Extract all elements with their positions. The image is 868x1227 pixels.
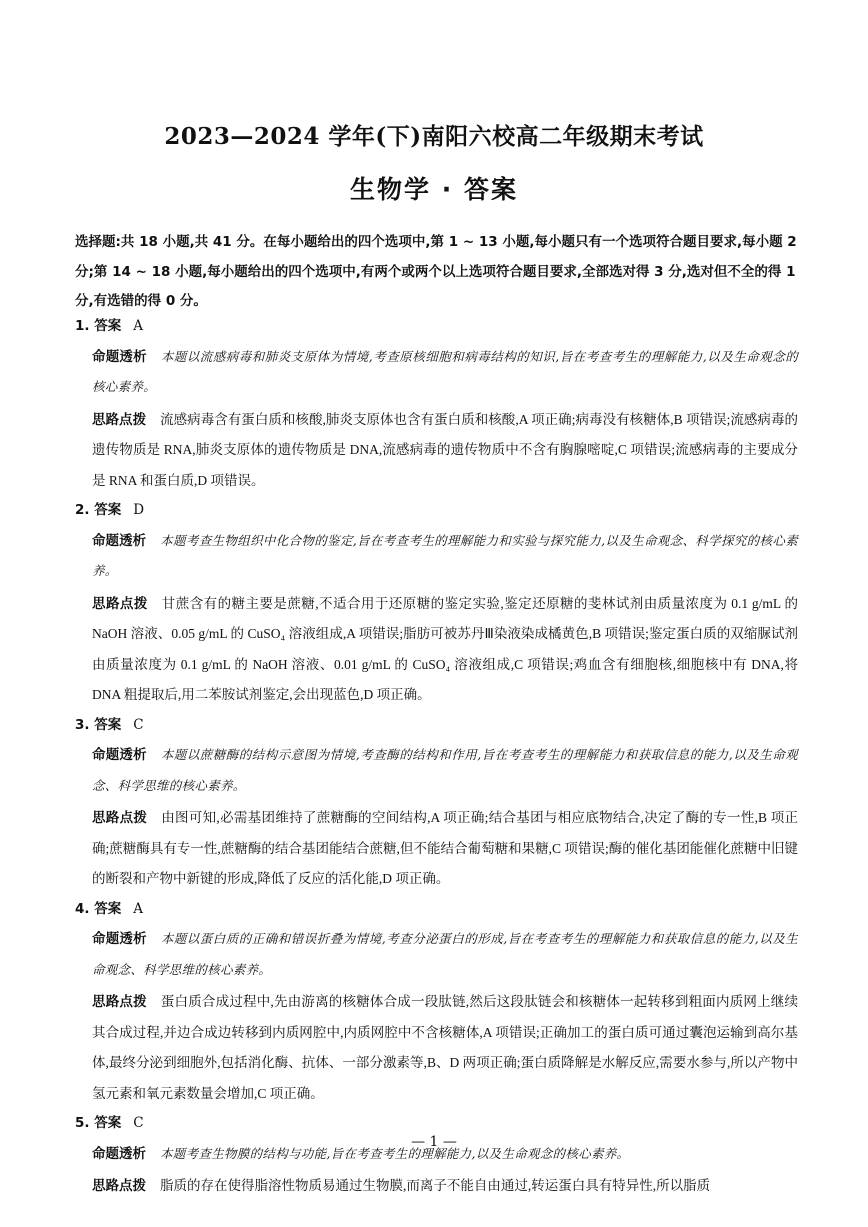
question-3 (75, 711, 798, 895)
answer-value: D (133, 502, 145, 518)
detail-paragraph (75, 405, 798, 497)
detail-text: 流感病毒含有蛋白质和核酸,肺炎支原体也含有蛋白质和核酸,A 项正确;病毒没有核糖体,B 项错误;流感病毒的遗传物质是 RNA,肺炎支原体的遗传物质是 DNA,流感病毒的遗传物质中不含有胸腺嘧啶,C 项错误;流感病毒的主要成分是 RNA 和蛋白质,D 项错误。 (92, 411, 798, 488)
detail-paragraph (75, 803, 798, 895)
detail-label: 思路点拨 (92, 411, 147, 428)
analysis-text: 本题以蔗糖酶的结构示意图为情境,考查酶的结构和作用,旨在考查考生的理解能力和获取信息的能力,以及生命观念、科学思维的核心素养。 (92, 747, 799, 793)
detail-text: 脂质的存在使得脂溶性物质易通过生物膜,而离子不能自由通过,转运蛋白具有特异性,所以脂质 (160, 1178, 711, 1193)
question-label: 3. 答案 (75, 716, 122, 733)
exam-subtitle: 生物学 · 答案 (350, 175, 518, 204)
detail-label: 思路点拨 (92, 595, 148, 612)
detail-label: 思路点拨 (92, 1178, 146, 1194)
detail-paragraph (75, 589, 798, 711)
analysis-label: 命题透析 (92, 1145, 146, 1162)
question-4 (75, 895, 798, 1110)
analysis-label: 命题透析 (92, 747, 147, 763)
analysis-label: 命题透析 (92, 532, 147, 549)
answer-line (75, 312, 798, 342)
page-number: — 1 — (411, 1134, 457, 1150)
question-label: 4. 答案 (75, 900, 122, 917)
analysis-paragraph (75, 924, 798, 985)
answer-line (75, 711, 798, 741)
answer-value: C (133, 1115, 144, 1131)
detail-text: 由图可知,必需基团维持了蔗糖酶的空间结构,A 项正确;结合基团与相应底物结合,决定了酶的专一性,B 项正确;蔗糖酶具有专一性,蔗糖酶的结合基团能结合蔗糖,但不能结合葡萄糖和果糖,C 项错误;酶的催化基团能催化蔗糖中旧键的断裂和产物中新键的形成,降低了反应的活化能,D 项正确。 (92, 810, 798, 886)
detail-label: 思路点拨 (92, 994, 147, 1010)
answer-line (75, 895, 798, 925)
analysis-text: 本题以蛋白质的正确和错误折叠为情境,考查分泌蛋白的形成,旨在考查考生的理解能力和获取信息的能力,以及生命观念、科学思维的核心素养。 (92, 931, 799, 977)
detail-paragraph (75, 1171, 798, 1202)
exam-title: 2023—2024 学年(下)南阳六校高二年级期末考试 (164, 123, 704, 150)
detail-text: 甘蔗含有的糖主要是蔗糖,不适合用于还原糖的鉴定实验,鉴定还原糖的斐林试剂由质量浓度为 0.1 g/mL 的 NaOH 溶液、0.05 g/mL 的 CuSO₄ 溶液组成,A 项错误;脂肪可被苏丹Ⅲ染液染成橘黄色,B 项错误;鉴定蛋白质的双缩脲试剂由质量浓度为 0.1 g/mL 的 NaOH 溶液、0.01 g/mL 的 CuSO₄ 溶液组成,C 项错误;鸡血含有细胞核,细胞核中有 DNA,将 DNA 粗提取后,用二苯胺试剂鉴定,会出现蓝色,D 项正确。 (92, 595, 798, 702)
section-instructions: 选择题:共 18 小题,共 41 分。在每小题给出的四个选项中,第 1 ~ 13 小题,每小题只有一个选项符合题目要求,每小题 2 分;第 14 ~ 18 小题,每小题给出的四个选项中,有两个或两个以上选项符合题目要求,全部选对得 3 分,选对但不全的得 1 分,有选错的得 0 分。 (75, 234, 797, 309)
analysis-text: 本题考查生物膜的结构与功能,旨在考查考生的理解能力,以及生命观念的核心素养。 (160, 1145, 630, 1161)
analysis-paragraph (75, 526, 798, 587)
analysis-paragraph (75, 740, 798, 801)
question-1 (75, 312, 798, 496)
analysis-label: 命题透析 (92, 931, 147, 947)
question-5 (75, 1109, 798, 1202)
question-label: 2. 答案 (75, 502, 122, 518)
detail-paragraph (75, 987, 798, 1109)
analysis-paragraph (75, 342, 798, 403)
answer-value: A (133, 318, 143, 334)
answer-value: C (133, 716, 144, 733)
detail-label: 思路点拨 (92, 810, 148, 826)
question-2 (75, 496, 798, 711)
answer-list (75, 312, 798, 1202)
analysis-text: 本题考查生物组织中化合物的鉴定,旨在考查考生的理解能力和实验与探究能力,以及生命观念、科学探究的核心素养。 (92, 532, 799, 578)
analysis-text: 本题以流感病毒和肺炎支原体为情境,考查原核细胞和病毒结构的知识,旨在考查考生的理解能力,以及生命观念的核心素养。 (92, 348, 799, 394)
answer-line (75, 496, 798, 526)
analysis-label: 命题透析 (92, 348, 147, 365)
answer-value: A (133, 900, 143, 917)
question-label: 1. 答案 (75, 318, 122, 334)
question-label: 5. 答案 (75, 1115, 122, 1131)
detail-text: 蛋白质合成过程中,先由游离的核糖体合成一段肽链,然后这段肽链会和核糖体一起转移到粗面内质网上继续其合成过程,并边合成边转移到内质网腔中,内质网腔中不含核糖体,A 项错误;正确加工的蛋白质可通过囊泡运输到高尔基体,最终分泌到细胞外,包括消化酶、抗体、一部分激素等,B、D 两项正确;蛋白质降解是水解反应,需要水参与,所以产物中氢元素和氧元素数量会增加,C 项正确。 (92, 994, 799, 1101)
